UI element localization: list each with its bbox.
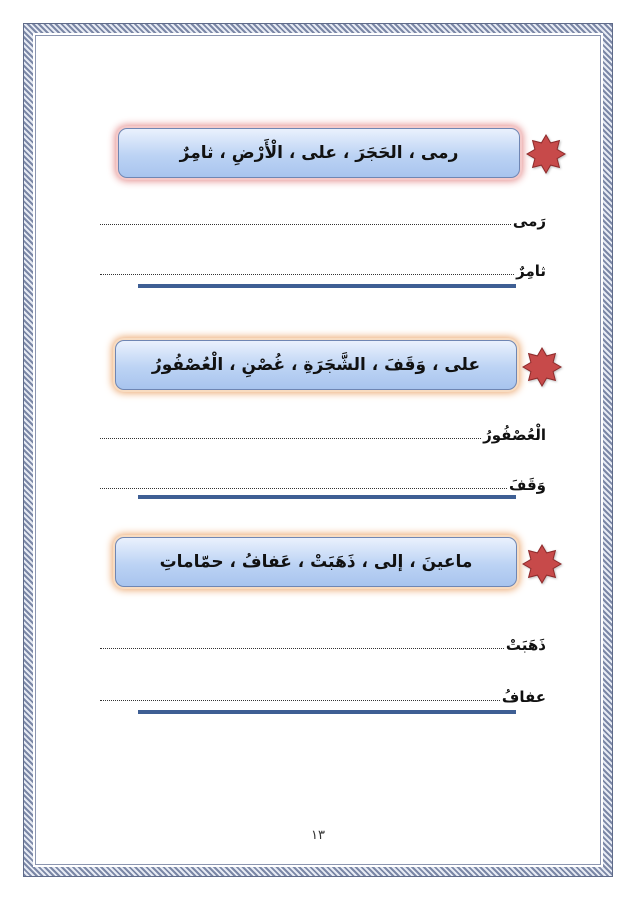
divider-rule — [138, 710, 516, 714]
dotted-line — [100, 488, 507, 489]
page-number: ١٣ — [311, 828, 325, 843]
answer-line[interactable] — [100, 206, 546, 230]
answer-line[interactable] — [100, 682, 546, 706]
exercise-banner: ماعينَ ، إلى ، ذَهَبَتْ ، عَفافُ ، حمّاماتِ — [115, 537, 517, 587]
exercise-banner: رمى ، الحَجَرَ ، على ، الْأَرْضِ ، ثامِرٌ — [118, 128, 520, 178]
answer-word: ثامِرٌ — [516, 262, 546, 280]
answer-word: وَقَفَ — [508, 476, 546, 494]
exercise-banner: على ، وَقَفَ ، الشَّجَرَةِ ، غُصْنِ ، الْعُصْفُورُ — [115, 340, 517, 390]
divider-rule — [138, 495, 516, 499]
dotted-line — [100, 274, 514, 275]
answer-line[interactable] — [100, 256, 546, 280]
answer-line[interactable] — [100, 470, 546, 494]
answer-line[interactable] — [100, 420, 546, 444]
answer-line[interactable] — [100, 630, 546, 654]
octagram-bullet-icon — [526, 134, 566, 174]
answer-word: عفافُ — [501, 688, 546, 706]
answer-word: ذَهَبَتْ — [505, 636, 546, 654]
answer-word: رَمى — [512, 212, 546, 230]
answer-word: الْعُصْفُورُ — [483, 426, 546, 444]
dotted-line — [100, 224, 511, 225]
dotted-line — [100, 700, 500, 701]
octagram-bullet-icon — [522, 544, 562, 584]
octagram-bullet-icon — [522, 347, 562, 387]
divider-rule — [138, 284, 516, 288]
dotted-line — [100, 648, 504, 649]
dotted-line — [100, 438, 481, 439]
